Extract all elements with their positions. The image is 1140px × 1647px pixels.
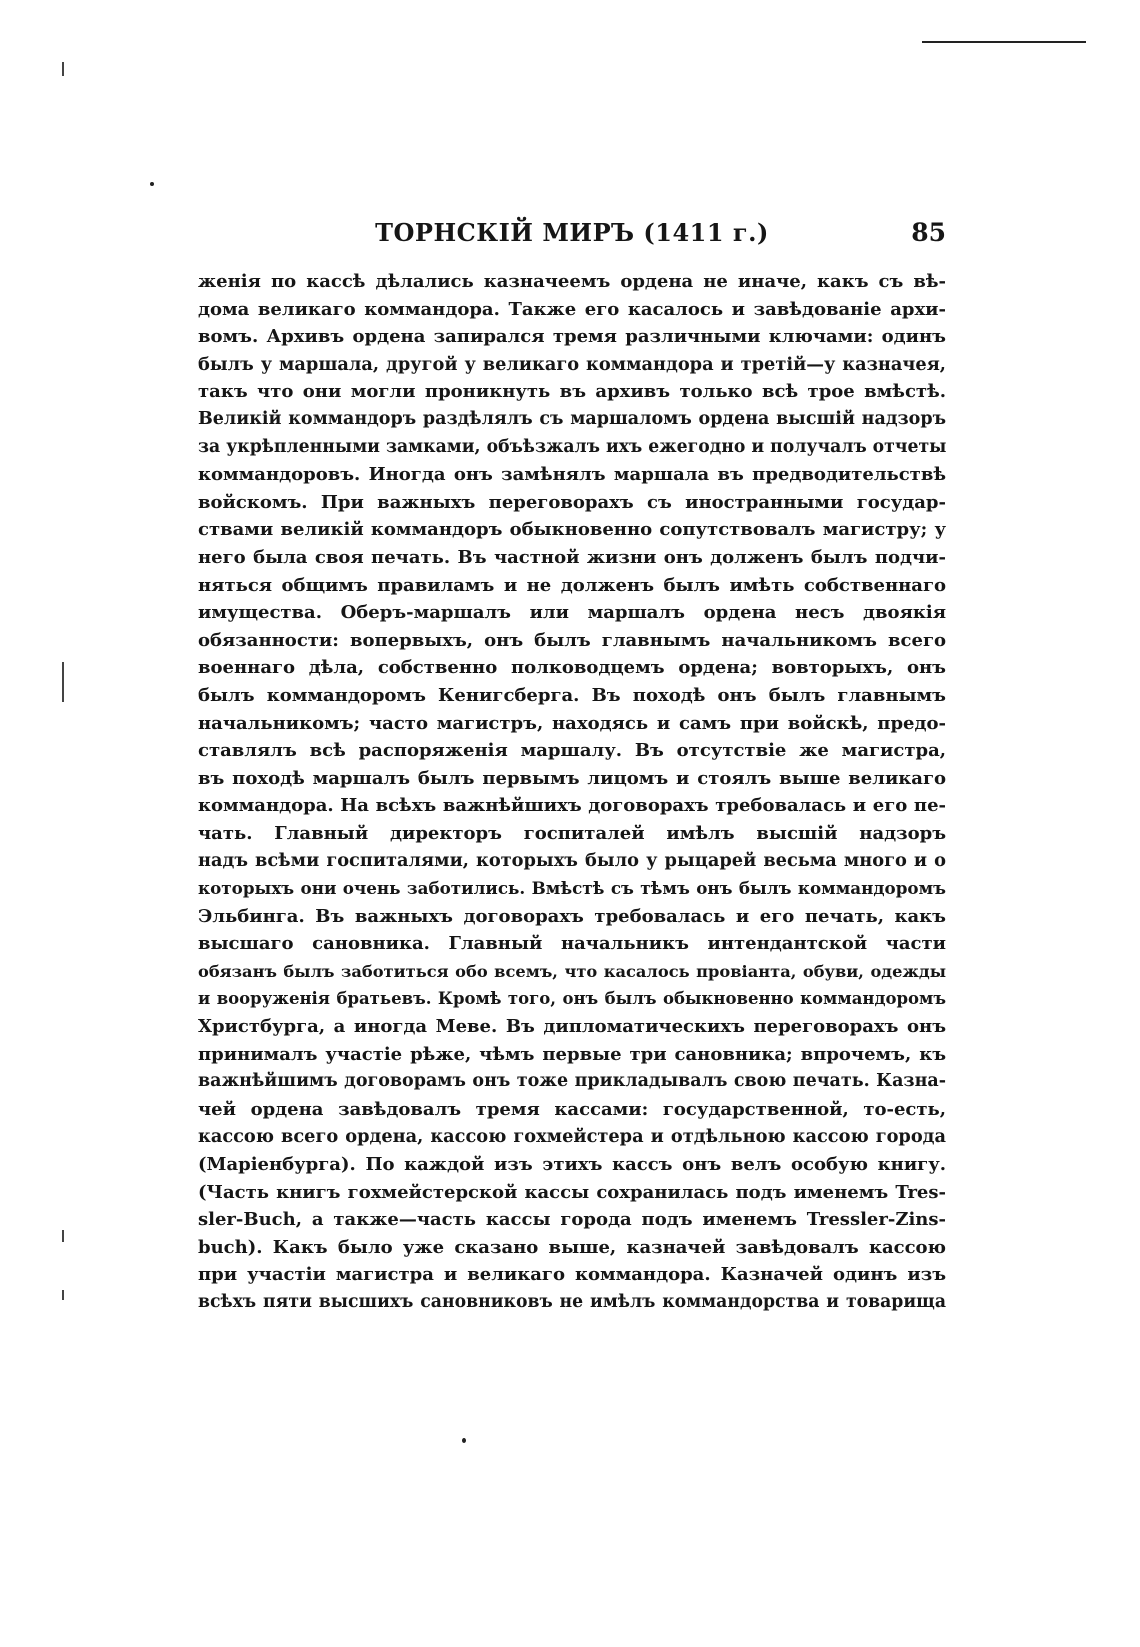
text-line: кассою всего ордена, кассою гохмейстера и отдѣльною кассою города: [198, 1126, 946, 1148]
text-line: начальникомъ; часто магистръ, находясь и самъ при войскѣ, предо-: [198, 712, 946, 734]
text-line: былъ коммандоромъ Кенигсберга. Въ походѣ онъ былъ главнымъ: [198, 684, 946, 706]
text-line: былъ у маршала, другой у великаго коммандора и третій—у казначея,: [198, 353, 946, 375]
text-line: въ походѣ маршалъ былъ первымъ лицомъ и стоялъ выше великаго: [198, 767, 946, 789]
text-line: всѣхъ пяти высшихъ сановниковъ не имѣлъ коммандорства и товарища: [198, 1291, 946, 1312]
text-line: обязанности: вопервыхъ, онъ былъ главнымъ начальникомъ всего: [198, 629, 946, 651]
text-line: при участіи магистра и великаго коммандора. Казначей одинъ изъ: [198, 1264, 946, 1286]
text-line: важнѣйшимъ договорамъ онъ тоже прикладывалъ свою печать. Казна-: [198, 1071, 946, 1092]
text-line: за укрѣпленными замками, объѣзжалъ ихъ ежегодно и получалъ отчеты: [198, 436, 946, 457]
text-line: Христбурга, а иногда Меве. Въ дипломатическихъ переговорахъ онъ: [198, 1016, 946, 1038]
text-line: войскомъ. При важныхъ переговорахъ съ иностранными государ-: [198, 491, 946, 513]
text-line: Эльбинга. Въ важныхъ договорахъ требовалась и его печать, какъ: [198, 905, 946, 927]
text-line: и вооруженія братьевъ. Кромѣ того, онъ былъ обыкновенно коммандоромъ: [198, 989, 946, 1009]
running-title: ТОРНСКІЙ МИРЪ (1411 г.): [375, 218, 769, 247]
text-line: него была своя печать. Въ частной жизни онъ долженъ былъ подчи-: [198, 546, 946, 568]
text-line: чать. Главный директоръ госпиталей имѣлъ высшій надзоръ: [198, 822, 946, 844]
top-right-rule: [922, 41, 1086, 43]
text-line: (Часть книгъ гохмейстерской кассы сохранилась подъ именемъ Tres-: [198, 1181, 946, 1203]
page-number: 85: [911, 218, 946, 247]
text-line: sler-Buch, а также—часть кассы города подъ именемъ Tressler-Zins-: [198, 1209, 946, 1231]
specks-mark: [150, 182, 154, 186]
text-line: надъ всѣми госпиталями, которыхъ было у рыцарей весьма много и о: [198, 850, 946, 872]
text-line: коммандоровъ. Иногда онъ замѣнялъ маршала въ предводительствѣ: [198, 464, 946, 486]
left-edge-mark: [62, 1290, 64, 1300]
text-line: женія по кассѣ дѣлались казначеемъ ордена не иначе, какъ съ вѣ-: [198, 271, 946, 292]
text-line: вомъ. Архивъ ордена запирался тремя различными ключами: одинъ: [198, 326, 946, 348]
text-line: ставлялъ всѣ распоряженія маршалу. Въ отсутствіе же магистра,: [198, 740, 946, 762]
specks-mark: [462, 1438, 466, 1443]
text-line: дома великаго коммандора. Также его касалось и завѣдованіе архи-: [198, 298, 946, 320]
text-line: ствами великій коммандоръ обыкновенно сопутствовалъ магистру; у: [198, 519, 946, 541]
text-line: (Маріенбурга). По каждой изъ этихъ кассъ онъ велъ особую книгу.: [198, 1154, 946, 1175]
text-line: военнаго дѣла, собственно полководцемъ ордена; вовторыхъ, онъ: [198, 657, 946, 679]
text-line: которыхъ они очень заботились. Вмѣстѣ съ тѣмъ онъ былъ коммандоромъ: [198, 878, 946, 899]
page-header: [198, 218, 946, 258]
left-edge-mark: [62, 662, 64, 702]
left-edge-mark: [62, 1230, 64, 1242]
left-edge-mark: [62, 62, 64, 76]
text-line: имущества. Оберъ-маршалъ или маршалъ ордена несъ двоякія: [198, 602, 946, 624]
text-line: такъ что они могли проникнуть въ архивъ только всѣ трое вмѣстѣ.: [198, 381, 946, 403]
text-line: коммандора. На всѣхъ важнѣйшихъ договорахъ требовалась и его пе-: [198, 795, 946, 817]
text-line: принималъ участіе рѣже, чѣмъ первые три сановника; впрочемъ, къ: [198, 1043, 946, 1065]
text-line: обязанъ былъ заботиться обо всемъ, что касалось провіанта, обуви, одежды: [198, 961, 946, 981]
text-line: Великій коммандоръ раздѣлялъ съ маршаломъ ордена высшій надзоръ: [198, 408, 946, 429]
text-line: няться общимъ правиламъ и не долженъ былъ имѣть собственнаго: [198, 574, 946, 596]
text-line: высшаго сановника. Главный начальникъ интендантской части: [198, 933, 946, 955]
text-line: buch). Какъ было уже сказано выше, казначей завѣдовалъ кассою: [198, 1236, 946, 1258]
text-line: чей ордена завѣдовалъ тремя кассами: государственной, то-есть,: [198, 1098, 946, 1120]
body-text: [198, 268, 946, 1317]
